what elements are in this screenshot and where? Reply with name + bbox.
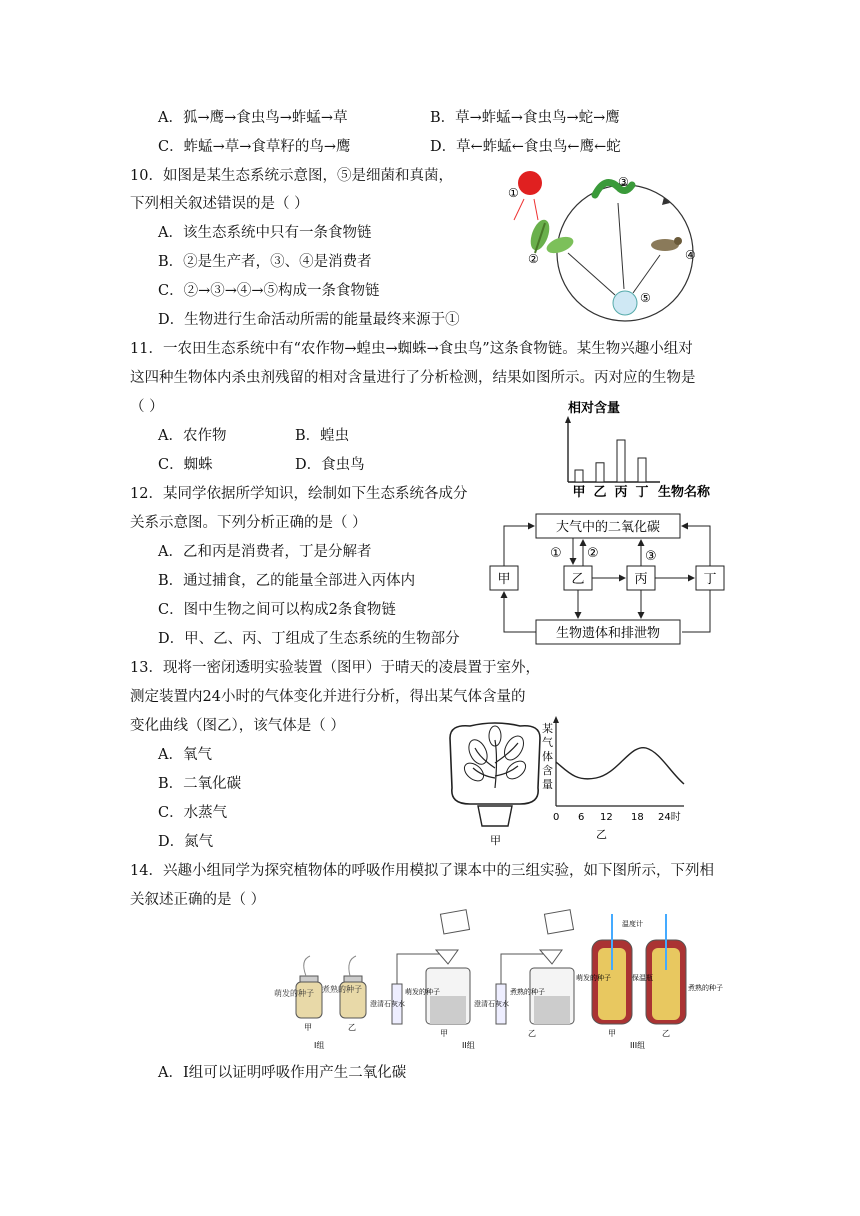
- q11-option-b: B．蝗虫: [295, 428, 350, 444]
- box-co2: 大气中的二氧化碳: [555, 520, 661, 535]
- g2-lime-label-2: 澄清石灰水: [474, 1000, 509, 1008]
- bar-tick-乙: 乙: [593, 485, 607, 500]
- curve-tick-18: 18: [631, 812, 644, 823]
- q9-option-c: C．蚱蜢→草→食草籽的鸟→鹰: [158, 139, 351, 155]
- q10-option-c: C．②→③→④→⑤构成一条食物链: [158, 283, 380, 299]
- q13-stem-cont2: 变化曲线（图乙），该气体是（ ）: [130, 718, 345, 734]
- q13-stem: 13．现将一密闭透明实验装置（图甲）于晴天的凌晨置于室外，: [130, 660, 540, 676]
- sealed-plant-apparatus: [440, 718, 550, 848]
- q10-stem: 10．如图是某生态系统示意图，⑤是细菌和真菌，: [130, 168, 453, 184]
- arrow-label-2: ②: [587, 546, 599, 561]
- curve-tick-24: 24时: [658, 812, 681, 823]
- diagram-label-4: ④: [685, 248, 696, 262]
- curve-tick-6: 6: [578, 812, 585, 823]
- bar-甲: [575, 470, 583, 482]
- g1-sprout-label: 萌发的种子: [274, 989, 314, 998]
- g3-yi: 乙: [662, 1029, 670, 1038]
- q13-option-a: A．氧气: [158, 747, 212, 763]
- ecosystem-relation-diagram: [484, 508, 734, 646]
- q12-option-c: C．图中生物之间可以构成2条食物链: [158, 602, 396, 618]
- bar-乙: [596, 463, 604, 482]
- decomposer-icon: [613, 291, 637, 315]
- g1-caption: I组: [314, 1041, 325, 1050]
- q12-stem-cont: 关系示意图。下列分析正确的是（ ）: [130, 515, 367, 531]
- curve-tick-12: 12: [600, 812, 613, 823]
- box-remains: 生物遗体和排泄物: [555, 626, 661, 641]
- q10-option-d: D．生物进行生命活动所需的能量最终来源于①: [158, 312, 460, 328]
- group-1-jars: [274, 956, 366, 1050]
- apparatus-caption: 甲: [490, 834, 501, 847]
- chart-ylabel: 相对含量: [568, 401, 621, 416]
- g3-caption: III组: [630, 1041, 646, 1050]
- bird-icon: [651, 237, 682, 251]
- diagram-label-1: ①: [508, 186, 519, 200]
- q13-stem-cont: 测定装置内24小时的气体变化并进行分析，得出某气体含量的: [130, 689, 526, 705]
- gas-content-curve-chart: [538, 714, 688, 844]
- q9-option-d: D．草←蚱蜢←食虫鸟←鹰←蛇: [430, 139, 621, 155]
- curve-ylabel-4: 量: [542, 778, 553, 791]
- g3-flask-label: 保温瓶: [632, 974, 653, 982]
- arrow-label-1: ①: [550, 546, 562, 561]
- curve-ylabel-0: 某: [542, 722, 553, 735]
- g2-caption: II组: [462, 1041, 475, 1050]
- g1-jia: 甲: [304, 1023, 312, 1032]
- g3-jia: 甲: [608, 1029, 616, 1038]
- q12-option-d: D．甲、乙、丙、丁组成了生态系统的生物部分: [158, 631, 460, 647]
- q14-option-a: A．Ⅰ组可以证明呼吸作用产生二氧化碳: [158, 1065, 407, 1081]
- g3-sprout-label: 萌发的种子: [576, 974, 611, 982]
- bar-tick-甲: 甲: [572, 485, 586, 500]
- q12-option-b: B．通过捕食，乙的能量全部进入丙体内: [158, 573, 416, 589]
- box-yi: 乙: [571, 572, 585, 587]
- diagram-label-5: ⑤: [640, 291, 651, 305]
- arrow-label-3: ③: [645, 549, 657, 564]
- q14-stem-cont: 关叙述正确的是（ ）: [130, 892, 266, 908]
- curve-caption: 乙: [596, 828, 607, 841]
- curve-tick-0: 0: [553, 812, 560, 823]
- q10-option-a: A．该生态系统中只有一条食物链: [158, 225, 372, 241]
- g2-yi: 乙: [528, 1029, 536, 1038]
- diagram-label-2: ②: [528, 252, 539, 266]
- q12-stem: 12．某同学依据所学知识，绘制如下生态系统各成分: [130, 486, 468, 502]
- pesticide-bar-chart: [560, 398, 720, 502]
- respiration-experiment-figure: [270, 910, 723, 1058]
- box-bing: 丙: [634, 572, 648, 587]
- q11-option-c: C．蜘蛛: [158, 457, 213, 473]
- group-3-thermos: [576, 914, 723, 1050]
- ecosystem-diagram: [500, 165, 710, 325]
- g2-cooked-label: 煮熟的种子: [510, 988, 545, 996]
- q10-stem-cont: 下列相关叙述错误的是（ ）: [130, 196, 309, 212]
- q11-option-d: D．食虫鸟: [295, 457, 365, 473]
- bar-tick-丙: 丙: [614, 485, 628, 500]
- bar-丙: [617, 440, 625, 482]
- box-jia: 甲: [497, 572, 511, 587]
- curve-ylabel-2: 体: [542, 750, 553, 763]
- curve-ylabel-1: 气: [542, 736, 553, 749]
- g2-jia: 甲: [440, 1029, 448, 1038]
- bar-丁: [638, 458, 646, 482]
- q11-stem-blank: （ ）: [130, 399, 164, 415]
- chart-xlabel: 生物名称: [658, 485, 711, 500]
- q11-option-a: A．农作物: [158, 428, 227, 444]
- q9-option-b: B．草→蚱蜢→食虫鸟→蛇→鹰: [430, 110, 620, 126]
- plant-icon: [527, 217, 576, 256]
- q12-option-a: A．乙和丙是消费者，丁是分解者: [158, 544, 372, 560]
- bar-tick-丁: 丁: [635, 485, 649, 500]
- curve-ylabel-3: 含: [542, 764, 553, 777]
- q13-option-c: C．水蒸气: [158, 805, 228, 821]
- q11-stem: 11．一农田生态系统中有“农作物→蝗虫→蜘蛛→食虫鸟”这条食物链。某生物兴趣小组对: [130, 341, 693, 357]
- q9-option-a: A．狐→鹰→食虫鸟→蚱蜢→草: [158, 110, 348, 126]
- g3-thermo-label: 温度计: [622, 920, 643, 928]
- g1-yi: 乙: [348, 1023, 356, 1032]
- q13-option-d: D．氮气: [158, 834, 214, 850]
- q10-option-b: B．②是生产者，③、④是消费者: [158, 254, 372, 270]
- q13-option-b: B．二氧化碳: [158, 776, 242, 792]
- g2-sprout-label: 萌发的种子: [405, 988, 440, 996]
- group-2-apparatus: [370, 910, 574, 1050]
- gas-curve-line: [556, 748, 684, 784]
- diagram-label-3: ③: [618, 175, 629, 189]
- q14-stem: 14．兴趣小组同学为探究植物体的呼吸作用模拟了课本中的三组实验，如下图所示，下列相: [130, 863, 714, 879]
- box-ding: 丁: [703, 572, 717, 587]
- g1-cooked-label: 煮熟的种子: [322, 985, 362, 994]
- g2-lime-label: 澄清石灰水: [370, 1000, 405, 1008]
- sun-icon: [518, 171, 542, 195]
- q11-stem-cont: 这四种生物体内杀虫剂残留的相对含量进行了分析检测，结果如图所示。丙对应的生物是: [130, 370, 696, 386]
- g3-cooked-label: 煮熟的种子: [688, 984, 723, 992]
